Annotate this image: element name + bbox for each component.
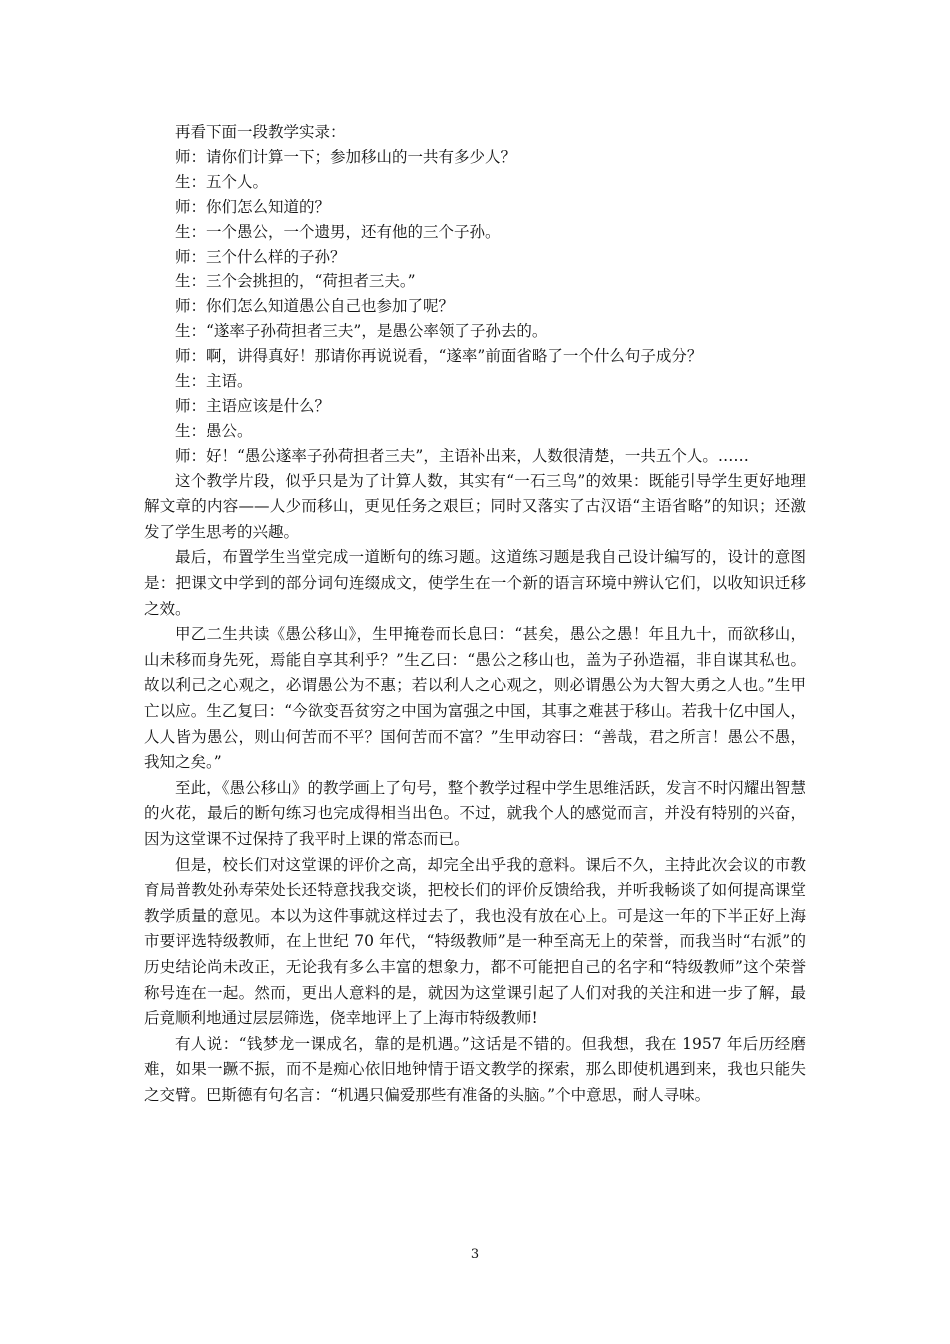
body-paragraph: 有人说：“钱梦龙一课成名，靠的是机遇。”这话是不错的。但我想，我在 1957 年后历经磨难，如果一蹶不振，而不是痴心依旧地钟情于语文教学的探索，那么即使机遇到来，我也只能失之交臂。巴斯德有句名言：“机遇只偏爱那些有准备的头脑。”个中意思，耐人寻味。 — [144, 1034, 806, 1104]
body-paragraph: 这个教学片段，似乎只是为了计算人数，其实有“一石三鸟”的效果：既能引导学生更好地理解文章的内容——人少而移山，更见任务之艰巨；同时又落实了古汉语“主语省略”的知识；还激发了学生思考的兴趣。 — [144, 471, 806, 541]
body-paragraph: 最后，布置学生当堂完成一道断句的练习题。这道练习题是我自己设计编写的，设计的意图是：把课文中学到的部分词句连缀成文，使学生在一个新的语言环境中辨认它们，以收知识迁移之效。 — [144, 548, 806, 618]
dialogue-line: 生：五个人。 — [175, 172, 269, 191]
dialogue-line: 生：一个愚公，一个遗男，还有他的三个子孙。 — [175, 222, 501, 241]
page-number: 3 — [470, 1247, 480, 1262]
dialogue-line: 生：三个会挑担的，“荷担者三夫。” — [175, 272, 416, 291]
dialogue-line: 师：三个什么样的子孙？ — [175, 247, 346, 266]
body-paragraph: 但是，校长们对这堂课的评价之高，却完全出乎我的意料。课后不久，主持此次会议的市教育局普教处孙寿荣处长还特意找我交谈，把校长们的评价反馈给我，并听我畅谈了如何提高课堂教学质量的意见。本以为这件事就这样过去了，我也没有放在心上。可是这一年的下半正好上海市要评选特级教师，在上世纪 70 年代，“特级教师”是一种至高无上的荣誉，而我当时“右派”的历史结论尚未改正，无论我有多么丰富的想象力，都不可能把自己的名字和“特级教师”这个荣誉称号连在一起。然而，更出人意料的是，就因为这堂课引起了人们对我的关注和进一步了解，最后竟顺利地通过层层筛选，侥幸地评上了上海市特级教师! — [144, 855, 806, 1028]
dialogue-line: 师：请你们计算一下；参加移山的一共有多少人？ — [175, 147, 517, 166]
document-body — [144, 120, 806, 1109]
intro-line: 再看下面一段教学实录： — [175, 123, 346, 141]
dialogue-line: 生：“遂率子孙荷担者三夫”，是愚公率领了子孙去的。 — [175, 322, 548, 341]
dialogue-line: 生：愚公。 — [175, 421, 253, 440]
exercise-paragraph: 甲乙二生共读《愚公移山》，生甲掩卷而长息曰：“甚矣，愚公之愚！年且九十，而欲移山，山未移而身先死，焉能自享其利乎？”生乙曰：“愚公之移山也，盖为子孙造福，非自谋其私也。故以利己之心观之，必谓愚公为不惠；若以利人之心观之，则必谓愚公为大智大勇之人也。”生甲亡以应。生乙复曰：“今欲变吾贫穷之中国为富强之中国，其事之难甚于移山。若我十亿中国人，人人皆为愚公，则山何苦而不平？国何苦而不富？”生甲动容曰：“善哉，君之所言！愚公不愚，我知之矣。” — [144, 625, 806, 772]
dialogue-line: 师：你们怎么知道的？ — [175, 197, 331, 216]
body-paragraph: 至此，《愚公移山》的教学画上了句号，整个教学过程中学生思维活跃，发言不时闪耀出智慧的火花，最后的断句练习也完成得相当出色。不过，就我个人的感觉而言，并没有特别的兴奋，因为这堂课不过保持了我平时上课的常态而已。 — [144, 778, 806, 848]
dialogue-line: 生：主语。 — [175, 372, 253, 391]
dialogue-line: 师：好！“愚公遂率子孙荷担者三夫”，主语补出来，人数很清楚，一共五个人。…… — [175, 446, 749, 465]
dialogue-line: 师：啊，讲得真好！那请你再说说看，“遂率”前面省略了一个什么句子成分？ — [175, 347, 703, 366]
dialogue-line: 师：主语应该是什么？ — [175, 396, 331, 415]
dialogue-line: 师：你们怎么知道愚公自己也参加了呢？ — [175, 297, 455, 316]
